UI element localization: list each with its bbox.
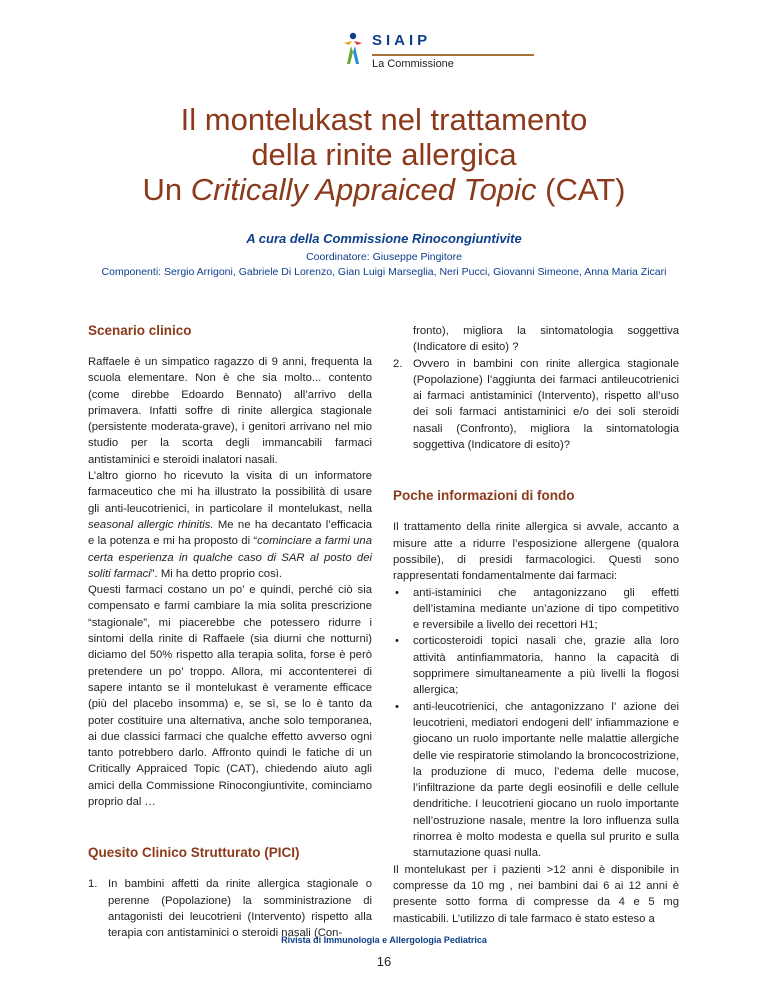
list-item <box>393 633 679 698</box>
pici-list <box>88 876 372 941</box>
bullet: • <box>395 586 399 599</box>
heading-scenario: Scenario clinico <box>88 323 192 338</box>
scenario-p2-italic-1: seasonal allergic rhinitis. <box>88 518 214 531</box>
list-item <box>393 585 679 634</box>
bullet-text-1: anti-istaminici che antagonizzano gli effetti dell’istamina mediante un’azione di tipo competitivo e reversibile a livello dei recettori H1; <box>413 586 679 632</box>
list-item <box>393 323 679 356</box>
title-line-2: della rinite allergica <box>251 137 517 172</box>
bullet: • <box>395 635 399 648</box>
bullet-text-3: anti-leucotrienici, che antagonizzano l’ azione dei leucotrieni, mediatori endogeni dell’ infiammazione e giocano un ruolo importante nelle malattie allergiche delle vie respiratorie stimolando la broncocostrizione, la produzione di muco, l’edema delle mucose, l’infiltrazione da parte degli eosinofili e delle cellule dendritiche. I leucotrieni giocano un ruolo importante nell’ostruzione nasale, mentre la loro influenza sulla rinorrea è molto modesta e quella sul prurito e sulla starnutazione quasi nulla. <box>413 700 679 860</box>
pici-list-continued <box>393 323 679 453</box>
coordinator: Coordinatore: Giuseppe Pingitore <box>306 251 462 263</box>
spacer <box>88 810 372 836</box>
scenario-paragraph-1: Raffaele è un simpatico ragazzo di 9 anni, frequenta la scuola elementare. Non è che sia molto... contento (come direbbe Edoardo Bennato) all’arrivo della primavera. Infatti soffre di rinite allergica stagionale (persistente moderata-grave), i genitori arrivano nel mio studio per la scorta degli immancabili farmaci antistaminici e steroidi inalatori nasali. <box>88 356 372 466</box>
left-column <box>88 322 372 942</box>
bullet-text-2: corticosteroidi topici nasali che, grazie alla loro attività antinfiammatoria, hanno la capacità di sopprimere simultaneamente a più livelli la flogosi allergica; <box>413 635 679 697</box>
list-item <box>393 356 679 454</box>
scenario-p2-italic-2: cominciare a farmi una certa esperienza in qualche caso di SAR al posto dei soliti farmaci <box>88 535 373 580</box>
byline: A cura della Commissione Rinocongiuntivite <box>246 231 522 246</box>
siaip-logo-icon <box>338 30 368 70</box>
title-line-3 <box>0 172 768 207</box>
members: Componenti: Sergio Arrigoni, Gabriele Di Lorenzo, Gian Luigi Marseglia, Neri Pucci, Giovanni Simeone, Anna Maria Zicari <box>101 266 667 278</box>
title-line-3-italic: Critically Appraiced Topic <box>190 172 537 207</box>
info-paragraph-1: Il trattamento della rinite allergica si avvale, accanto a misure atte a ridurre l’esposizione allergene (qualora possibile), di presidi farmacologici. Questi sono rappresentati fondamentalmente dai farmaci: <box>393 521 679 583</box>
info-paragraph-2: Il montelukast per i pazienti >12 anni è disponibile in compresse da 10 mg , nei bambini dai 6 ai 12 anni è presente sotto forma di compresse da 4 e 5 mg masticabili. L’utilizzo di tale farmaco è stato esteso a <box>393 863 679 925</box>
title-line-1: Il montelukast nel trattamento <box>180 102 588 137</box>
scenario-paragraph-2 <box>88 468 372 582</box>
list-item <box>88 876 372 941</box>
logo-subtitle: La Commissione <box>372 58 454 70</box>
scenario-p2-b: Me ne ha decantato l’efficacia e la potenza e mi ha proposto di “ <box>88 518 372 548</box>
journal-footer: Rivista di Immunologia e Allergologia Pediatrica <box>281 935 487 945</box>
title-line-3-post: (CAT) <box>536 172 626 207</box>
bullet: • <box>395 700 399 713</box>
scenario-p2-a: L’altro giorno ho ricevuto la visita di un informatore farmaceutico che mi ha illustrato la possibilità di usare gli anti-leucotrienici, in particolare il montelukast, nella <box>88 470 372 515</box>
heading-info: Poche informazioni di fondo <box>393 488 575 504</box>
question-2: Ovvero in bambini con rinite allergica stagionale (Popolazione) l’aggiunta dei farmaci antileucotrienici ai farmaci antistaminici (Intervento), rispetto all’uso dei soli farmaci antistaminici e/o dei soli steroidi nasali (Confronto), migliora la sintomatologia soggettiva (Indicatore di esito)? <box>413 357 679 452</box>
spacer <box>393 505 679 519</box>
question-1-continued: fronto), migliora la sintomatologia soggettiva (Indicatore di esito) ? <box>413 325 679 354</box>
heading-pici: Quesito Clinico Strutturato (PICI) <box>88 845 300 861</box>
right-column <box>393 323 679 927</box>
page-number: 16 <box>376 954 392 969</box>
list-number: 1. <box>88 878 98 891</box>
scenario-p2-c: ”. Mi ha detto proprio così. <box>150 567 283 580</box>
siaip-logo <box>338 30 534 72</box>
article-title <box>0 102 768 207</box>
spacer <box>88 862 372 876</box>
list-number: 2. <box>393 357 403 370</box>
question-1: In bambini affetti da rinite allergica stagionale o perenne (Popolazione) la somministrazione di antagonisti dei leucotrieni (Intervento) rispetto alla terapia con antistaminici o steroidi nasali (Con- <box>108 878 372 940</box>
logo-rule <box>372 54 534 56</box>
scenario-paragraph-3: Questi farmaci costano un po’ e quindi, perché ciò sia compensato e farmi cambiare la mia solita prescrizione “stagionale”, mi piacerebbe che potessero ridurre i sintomi della rinite di Raffaele (sia diurni che notturni) diciamo del 50% rispetto alla terapia solita, forse è però pretendere un po’ troppo. Allora, mi accontenterei di sapere intanto se il montelukast è veramente efficace (più del placebo insomma) e, se sì, se lo è tanto da poter costituire una alternativa, anche solo temporanea, ai due classici farmaci che qualche effetto avverso ogni tanto potrebbero darlo. Affronto quindi le fatiche di un Critically Appraiced Topic (CAT), chiedendo aiuto agli amici della Commissione Rinocongiuntivite, cominciamo proprio dal … <box>88 584 372 809</box>
title-line-3-pre: Un <box>142 172 191 207</box>
spacer <box>88 340 372 354</box>
spacer <box>393 453 679 479</box>
drug-list <box>393 585 679 862</box>
logo-name: SIAIP <box>372 32 432 49</box>
list-item <box>393 699 679 862</box>
